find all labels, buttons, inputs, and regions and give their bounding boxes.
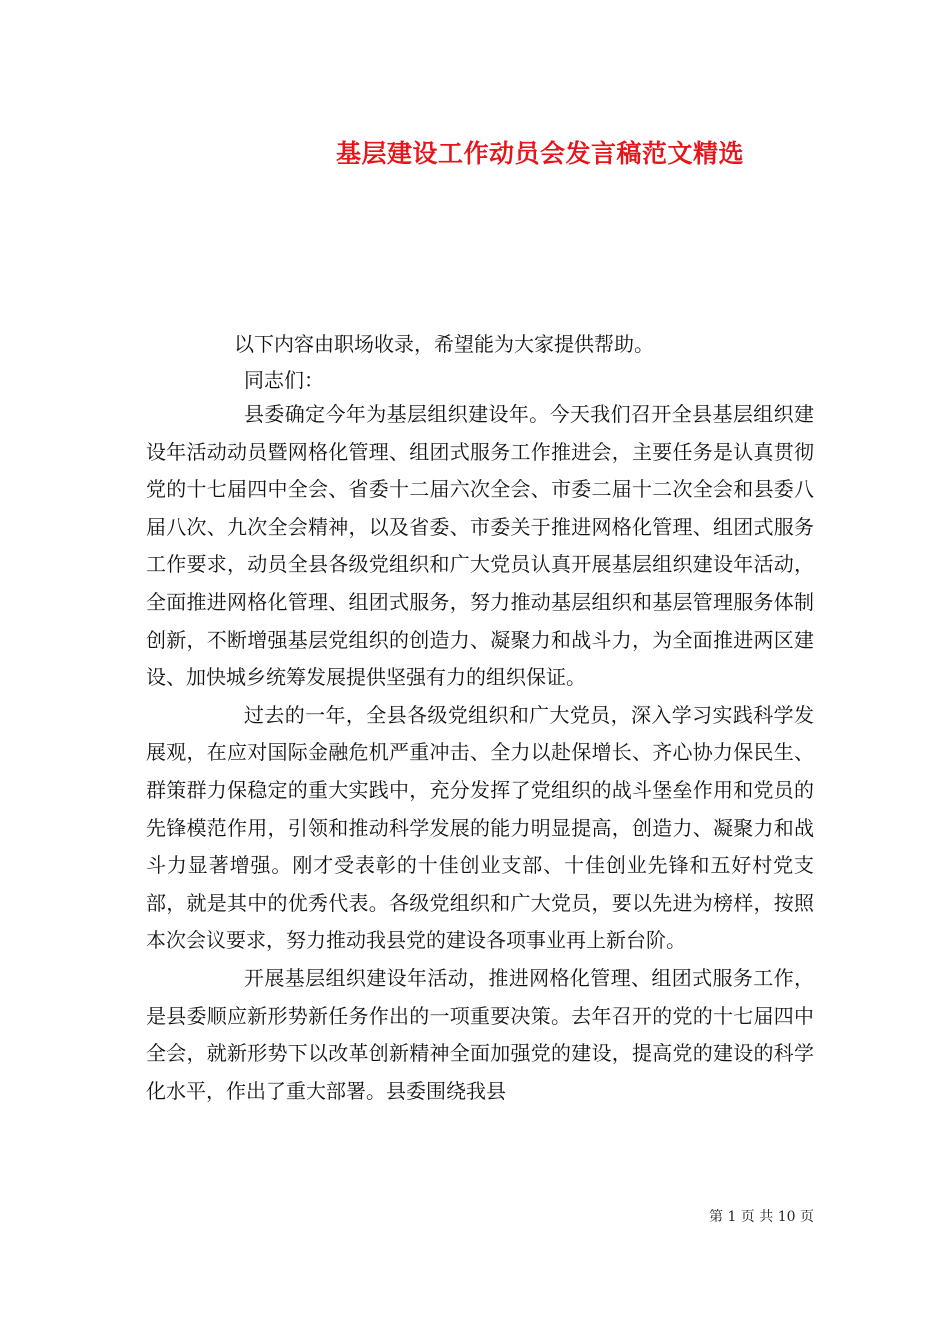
document-title: 基层建设工作动员会发言稿范文精选 [335, 139, 744, 168]
document-body [146, 396, 814, 1110]
paragraph-3: 开展基层组织建设年活动，推进网格化管理、组团式服务工作，是县委顺应新形势新任务作出的一项重要决策。去年召开的党的十七届四中全会，就新形势下以改革创新精神全面加强党的建设，提高党的建设的科学化水平，作出了重大部署。县委围绕我县 [146, 965, 814, 1103]
greeting-line: 同志们： [244, 368, 324, 392]
page-number: 第 1 页 共 10 页 [709, 1209, 814, 1225]
paragraph-2: 过去的一年，全县各级党组织和广大党员，深入学习实践科学发展观，在应对国际金融危机严重冲击、全力以赴保增长、齐心协力保民生、群策群力保稳定的重大实践中，充分发挥了党组织的战斗堡垒作用和党员的先锋模范作用，引领和推动科学发展的能力明显提高，创造力、凝聚力和战斗力显著增强。刚才受表彰的十佳创业支部、十佳创业先锋和五好村党支部，就是其中的优秀代表。各级党组织和广大党员，要以先进为榜样，按照本次会议要求，努力推动我县党的建设各项事业再上新台阶。 [146, 702, 814, 953]
intro-line: 以下内容由职场收录，希望能为大家提供帮助。 [234, 332, 654, 356]
paragraph-1: 县委确定今年为基层组织建设年。今天我们召开全县基层组织建设年活动动员暨网格化管理、组团式服务工作推进会，主要任务是认真贯彻党的十七届四中全会、省委十二届六次全会、市委二届十二次全会和县委八届八次、九次全会精神，以及省委、市委关于推进网格化管理、组团式服务工作要求，动员全县各级党组织和广大党员认真开展基层组织建设年活动，全面推进网格化管理、组团式服务，努力推动基层组织和基层管理服务体制创新，不断增强基层党组织的创造力、凝聚力和战斗力，为全面推进两区建设、加快城乡统筹发展提供坚强有力的组织保证。 [146, 402, 814, 690]
